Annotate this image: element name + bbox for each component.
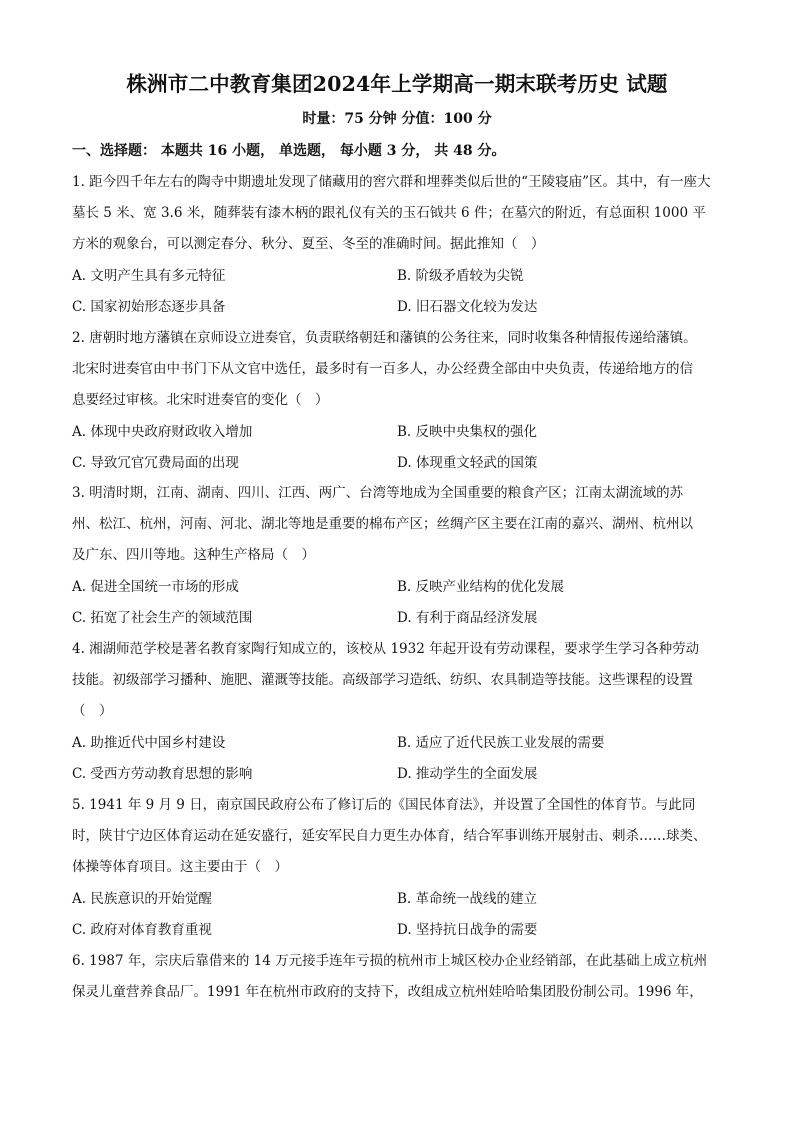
- question-4-option-a: A. 助推近代中国乡村建设: [72, 734, 226, 751]
- question-3-line: 3. 明清时期，江南、湖南、四川、江西、两广、台湾等地成为全国重要的粮食产区；江南太湖流域的苏: [72, 485, 684, 501]
- question-5-line: 5. 1941 年 9 月 9 日，南京国民政府公布了修订后的《国民体育法》，并设置了全国性的体育节。与此同: [72, 797, 696, 813]
- question-2-option-d: D. 体现重文轻武的国策: [397, 454, 538, 471]
- question-4-option-c: C. 受西方劳动教育思想的影响: [72, 765, 253, 782]
- question-6-line: 保灵儿童营养食品厂。1991 年在杭州市政府的支持下，改组成立杭州娃哈哈集团股份制公司。1996 年，: [72, 984, 703, 1001]
- question-1-option-b: B. 阶级矛盾较为尖锐: [397, 267, 524, 284]
- question-4-line: 4. 湘湖师范学校是著名教育家陶行知成立的，该校从 1932 年起开设有劳动课程，要求学生学习各种劳动: [72, 641, 700, 657]
- question-3-option-b: B. 反映产业结构的优化发展: [397, 578, 565, 595]
- question-2-option-a: A. 体现中央政府财政收入增加: [72, 423, 253, 440]
- question-5-option-b: B. 革命统一战线的建立: [397, 890, 538, 907]
- question-2-option-c: C. 导致冗官冗费局面的出现: [72, 454, 239, 471]
- question-1-line: 方米的观象台，可以测定春分、秋分、夏至、冬至的准确时间。据此推知（ ）: [72, 236, 545, 253]
- question-1-option-d: D. 旧石器文化较为发达: [397, 298, 538, 315]
- question-5-line: 体操等体育项目。这主要由于（ ）: [72, 859, 288, 876]
- question-5-option-a: A. 民族意识的开始觉醒: [72, 890, 212, 907]
- question-4-line: 技能。初级部学习播种、施肥、灌溉等技能。高级部学习造纸、纺织、农具制造等技能。这些课程的设置: [72, 672, 693, 689]
- question-5-line: 时，陕甘宁边区体育运动在延安盛行，延安军民自力更生办体育，结合军事训练开展射击、刺杀……球类、: [72, 828, 707, 845]
- question-4-option-d: D. 推动学生的全面发展: [397, 765, 538, 782]
- question-2-line: 2. 唐朝时地方藩镇在京师设立进奏官，负责联络朝廷和藩镇的公务往来，同时收集各种情报传递给藩镇。: [72, 330, 697, 346]
- question-3-line: 及广东、四川等地。这种生产格局（ ）: [72, 547, 315, 564]
- question-3-option-d: D. 有利于商品经济发展: [397, 609, 538, 626]
- question-2-line: 北宋时进奏官由中书门下从文官中选任，最多时有一百多人，办公经费全部由中央负责，传递给地方的信: [72, 361, 693, 378]
- question-2-line: 息要经过审核。北宋时进奏官的变化（ ）: [72, 392, 329, 409]
- question-1-option-c: C. 国家初始形态逐步具备: [72, 298, 226, 315]
- question-3-option-a: A. 促进全国统一市场的形成: [72, 578, 239, 595]
- question-3-option-c: C. 拓宽了社会生产的领域范围: [72, 609, 253, 626]
- question-4-line: （ ）: [72, 703, 113, 720]
- question-2-option-b: B. 反映中央集权的强化: [397, 423, 538, 440]
- question-5-option-d: D. 坚持抗日战争的需要: [397, 921, 538, 938]
- question-3-line: 州、松江、杭州，河南、河北、湖北等地是重要的棉布产区；丝绸产区主要在江南的嘉兴、湖州、杭州以: [72, 516, 693, 533]
- question-1-option-a: A. 文明产生具有多元特征: [72, 267, 226, 284]
- question-4-option-b: B. 适应了近代民族工业发展的需要: [397, 734, 605, 751]
- question-1-line: 1. 距今四千年左右的陶寺中期遗址发现了储藏用的窖穴群和埋葬类似后世的“王陵寝庙”区。其中，有一座大: [72, 174, 711, 190]
- question-5-option-c: C. 政府对体育教育重视: [72, 921, 212, 938]
- exam-subtitle: 时量：75 分钟 分值：100 分: [302, 111, 492, 127]
- question-1-line: 墓长 5 米、宽 3.6 米，随葬装有漆木柄的跟礼仪有关的玉石钺共 6 件；在墓穴的附近，有总面积 1000 平: [72, 205, 706, 222]
- question-6-line: 6. 1987 年，宗庆后靠借来的 14 万元接手连年亏损的杭州市上城区校办企业经销部，在此基础上成立杭州: [72, 953, 708, 969]
- section-heading: 一、选择题： 本题共 16 小题， 单选题， 每小题 3 分， 共 48 分。: [72, 143, 506, 159]
- exam-title: 株洲市二中教育集团2024年上学期高一期末联考历史 试题: [126, 72, 668, 96]
